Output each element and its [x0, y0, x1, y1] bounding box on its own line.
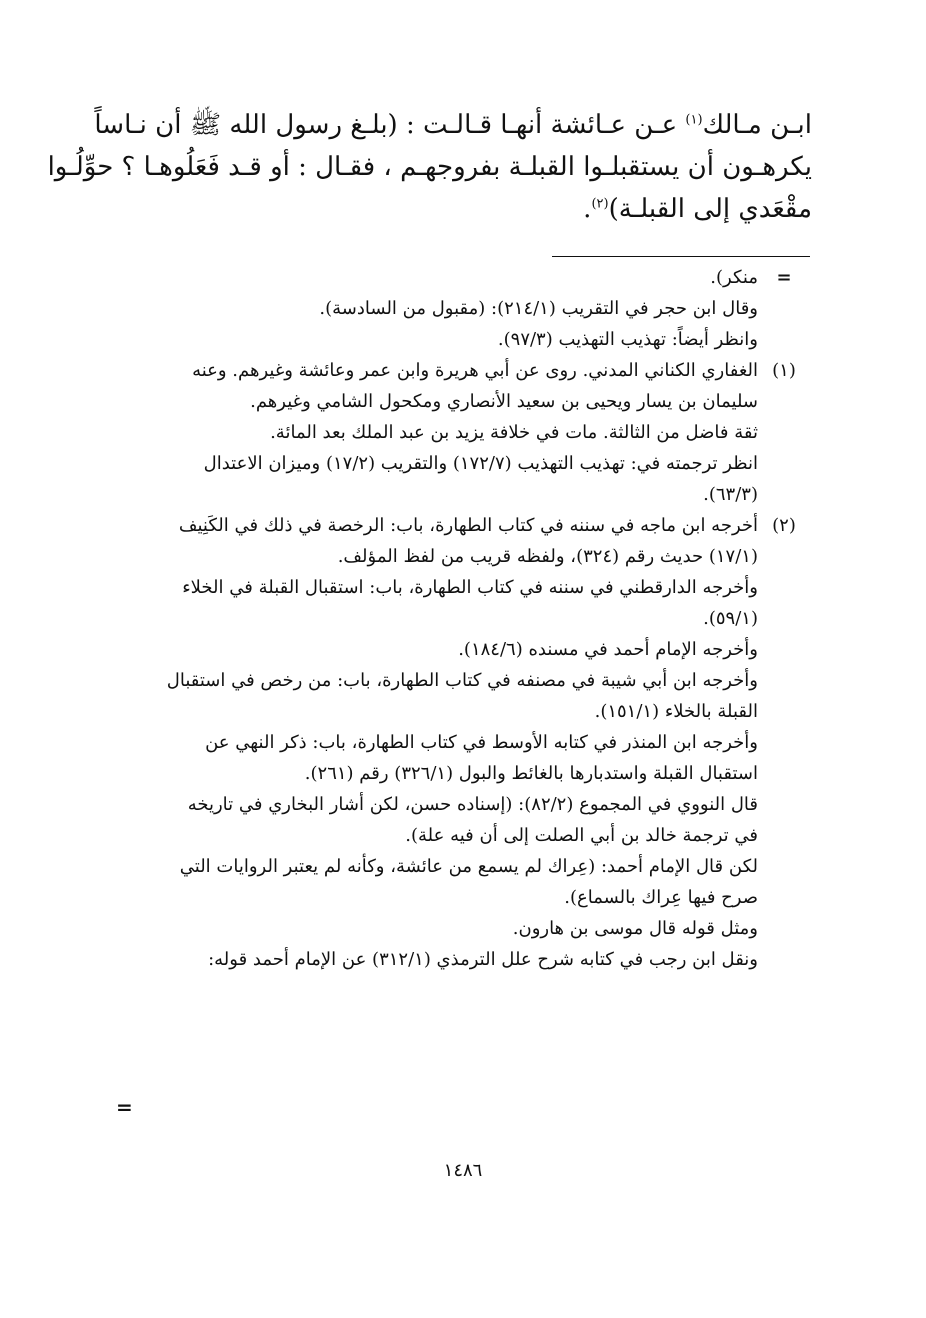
footnotes	[132, 262, 808, 975]
footnote-line: في ترجمة خالد بن أبي الصلت إلى أن فيه علة).	[405, 825, 758, 846]
footnote-continuation	[132, 262, 808, 355]
footnote-line: وانظر أيضاً: تهذيب التهذيب (٩٧/٣).	[497, 329, 758, 350]
continuation-end-marker: =	[116, 1095, 133, 1119]
footnote-line: منكر).	[710, 267, 758, 288]
footnote-line: (٥٩/١).	[703, 608, 758, 629]
footnote-line: (١٧/١) حديث رقم (٣٢٤)، ولفظه قريب من لفظ المؤلف.	[337, 546, 758, 567]
footnote-1	[132, 355, 808, 510]
footnote-line: ثقة فاضل من الثالثة. مات في خلافة يزيد بن عبد الملك بعد المائة.	[270, 422, 758, 443]
footnote-line: استقبال القبلة واستدبارها بالغائط والبول (٣٢٦/١) رقم (٢٦١).	[304, 763, 758, 784]
footnote-2-marker: (٢)	[772, 515, 796, 536]
footnote-ref-2: (٢)	[591, 196, 609, 212]
footnote-line: انظر ترجمته في: تهذيب التهذيب (١٧٢/٧) والتقريب (١٧/٢) وميزان الاعتدال	[203, 453, 758, 474]
footnote-line: ونقل ابن رجب في كتابه شرح علل الترمذي (٣١٢/١) عن الإمام أحمد قوله:	[208, 949, 758, 970]
page-number: ١٤٨٦	[443, 1160, 483, 1181]
footnote-line: وأخرجه الإمام أحمد في مسنده (١٨٤/٦).	[458, 639, 758, 660]
footnote-line: ومثل قوله قال موسى بن هارون.	[512, 918, 758, 939]
footnote-line: أخرجه ابن ماجه في سننه في كتاب الطهارة، باب: الرخصة في ذلك في الكَنِيف	[178, 515, 758, 536]
main-line-3: مقْعَدي إلى القبلـة)$^{(٢)}$.	[583, 194, 812, 224]
footnote-1-marker: (١)	[772, 360, 796, 381]
footnote-line: (٦٣/٣).	[703, 484, 758, 505]
footnote-line: صرح فيها عِراك بالسماع).	[564, 887, 758, 908]
footnote-line: وأخرجه ابن المنذر في كتابه الأوسط في كتاب الطهارة، باب: ذكر النهي عن	[205, 732, 758, 753]
footnote-2	[132, 510, 808, 975]
footnote-line: وقال ابن حجر في التقريب (٢١٤/١): (مقبول من السادسة).	[319, 298, 758, 319]
footnote-line: وأخرجه ابن أبي شيبة في مصنفه في كتاب الطهارة، باب: من رخص في استقبال	[166, 670, 758, 691]
footnote-line: سليمان بن يسار ويحيى بن سعيد الأنصاري ومكحول الشامي وغيرهم.	[250, 391, 758, 412]
footnote-line: وأخرجه الدارقطني في سننه في كتاب الطهارة، باب: استقبال القبلة في الخلاء	[182, 577, 758, 598]
footnote-ref-1: (١)	[685, 112, 703, 128]
main-text	[47, 104, 812, 230]
continuation-marker: =	[776, 267, 792, 288]
main-line-1: ابـن مـالك$^{(١)}$ عـن عـائشة أنهـا قـالـت : (بلـغ رسول الله ﷺ أن نـاساً	[94, 110, 812, 140]
footnote-separator	[552, 256, 810, 257]
footnote-line: الغفاري الكناني المدني. روى عن أبي هريرة وابن عمر وعائشة وغيرهم. وعنه	[192, 360, 758, 381]
footnote-line: لكن قال الإمام أحمد: (عِراك لم يسمع من عائشة، وكأنه لم يعتبر الروايات التي	[179, 856, 758, 877]
footnote-line: القبلة بالخلاء (١٥١/١).	[594, 701, 758, 722]
footnote-line: قال النووي في المجموع (٨٢/٢): (إسناده حسن، لكن أشار البخاري في تاريخه	[187, 794, 758, 815]
main-line-2: يكرهـون أن يستقبلـوا القبلـة بفروجهـم ، فقـال : أو قـد فَعَلُوهـا ؟ حوِّلُـوا	[47, 152, 812, 182]
